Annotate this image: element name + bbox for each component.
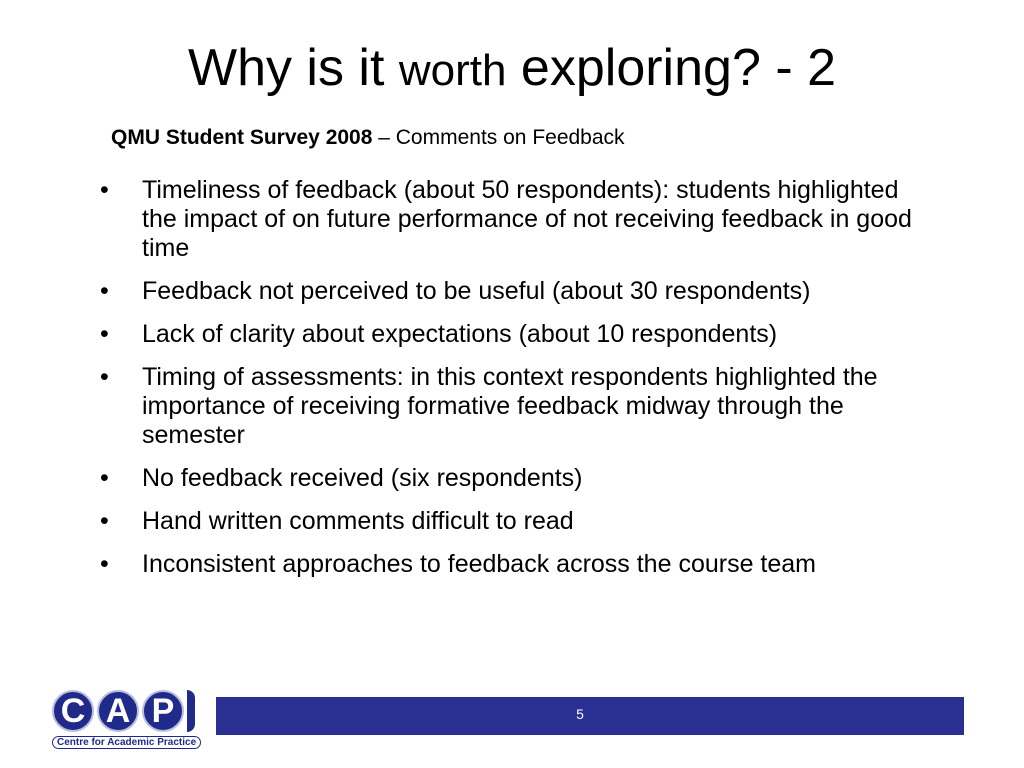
slide-title <box>0 40 1024 97</box>
cap-logo <box>52 690 212 756</box>
logo-tail <box>187 690 195 732</box>
bullet-text: Timing of assessments: in this context respondents highlighted the importance of receiving formative feedback midway through the semester <box>142 363 878 449</box>
page-number: 5 <box>576 706 584 722</box>
bullet-item <box>100 176 930 263</box>
logo-letters <box>52 690 212 732</box>
bullet-dot: • <box>100 464 109 492</box>
logo-letter-p: P <box>142 690 184 732</box>
subtitle-bold: QMU Student Survey 2008 <box>111 126 373 149</box>
bullet-text: Hand written comments difficult to read <box>142 507 574 535</box>
title-part-3: exploring? - 2 <box>506 39 837 97</box>
bullet-dot: • <box>100 363 109 391</box>
title-part-1: Why is it <box>187 39 399 97</box>
bullet-text: No feedback received (six respondents) <box>142 464 583 492</box>
bullet-list <box>100 176 930 593</box>
bullet-text: Feedback not perceived to be useful (about 30 respondents) <box>142 277 811 305</box>
bullet-text: Inconsistent approaches to feedback across the course team <box>142 550 816 578</box>
bullet-item <box>100 550 930 579</box>
bullet-item <box>100 277 930 306</box>
bullet-item <box>100 363 930 450</box>
bullet-text: Timeliness of feedback (about 50 respondents): students highlighted the impact of on future performance of not receiving feedback in good time <box>142 176 912 262</box>
slide-subtitle <box>111 126 625 150</box>
bullet-item <box>100 464 930 493</box>
logo-caption: Centre for Academic Practice <box>52 736 201 749</box>
subtitle-rest: – Comments on Feedback <box>372 126 625 149</box>
logo-letter-c: C <box>52 690 94 732</box>
bullet-item <box>100 320 930 349</box>
bullet-dot: • <box>100 320 109 348</box>
title-part-2: worth <box>398 46 507 95</box>
bullet-dot: • <box>100 277 109 305</box>
bullet-dot: • <box>100 550 109 578</box>
logo-letter-a: A <box>97 690 139 732</box>
bullet-text: Lack of clarity about expectations (about 10 respondents) <box>142 320 778 348</box>
bullet-item <box>100 507 930 536</box>
bullet-dot: • <box>100 507 109 535</box>
bullet-dot: • <box>100 176 109 204</box>
